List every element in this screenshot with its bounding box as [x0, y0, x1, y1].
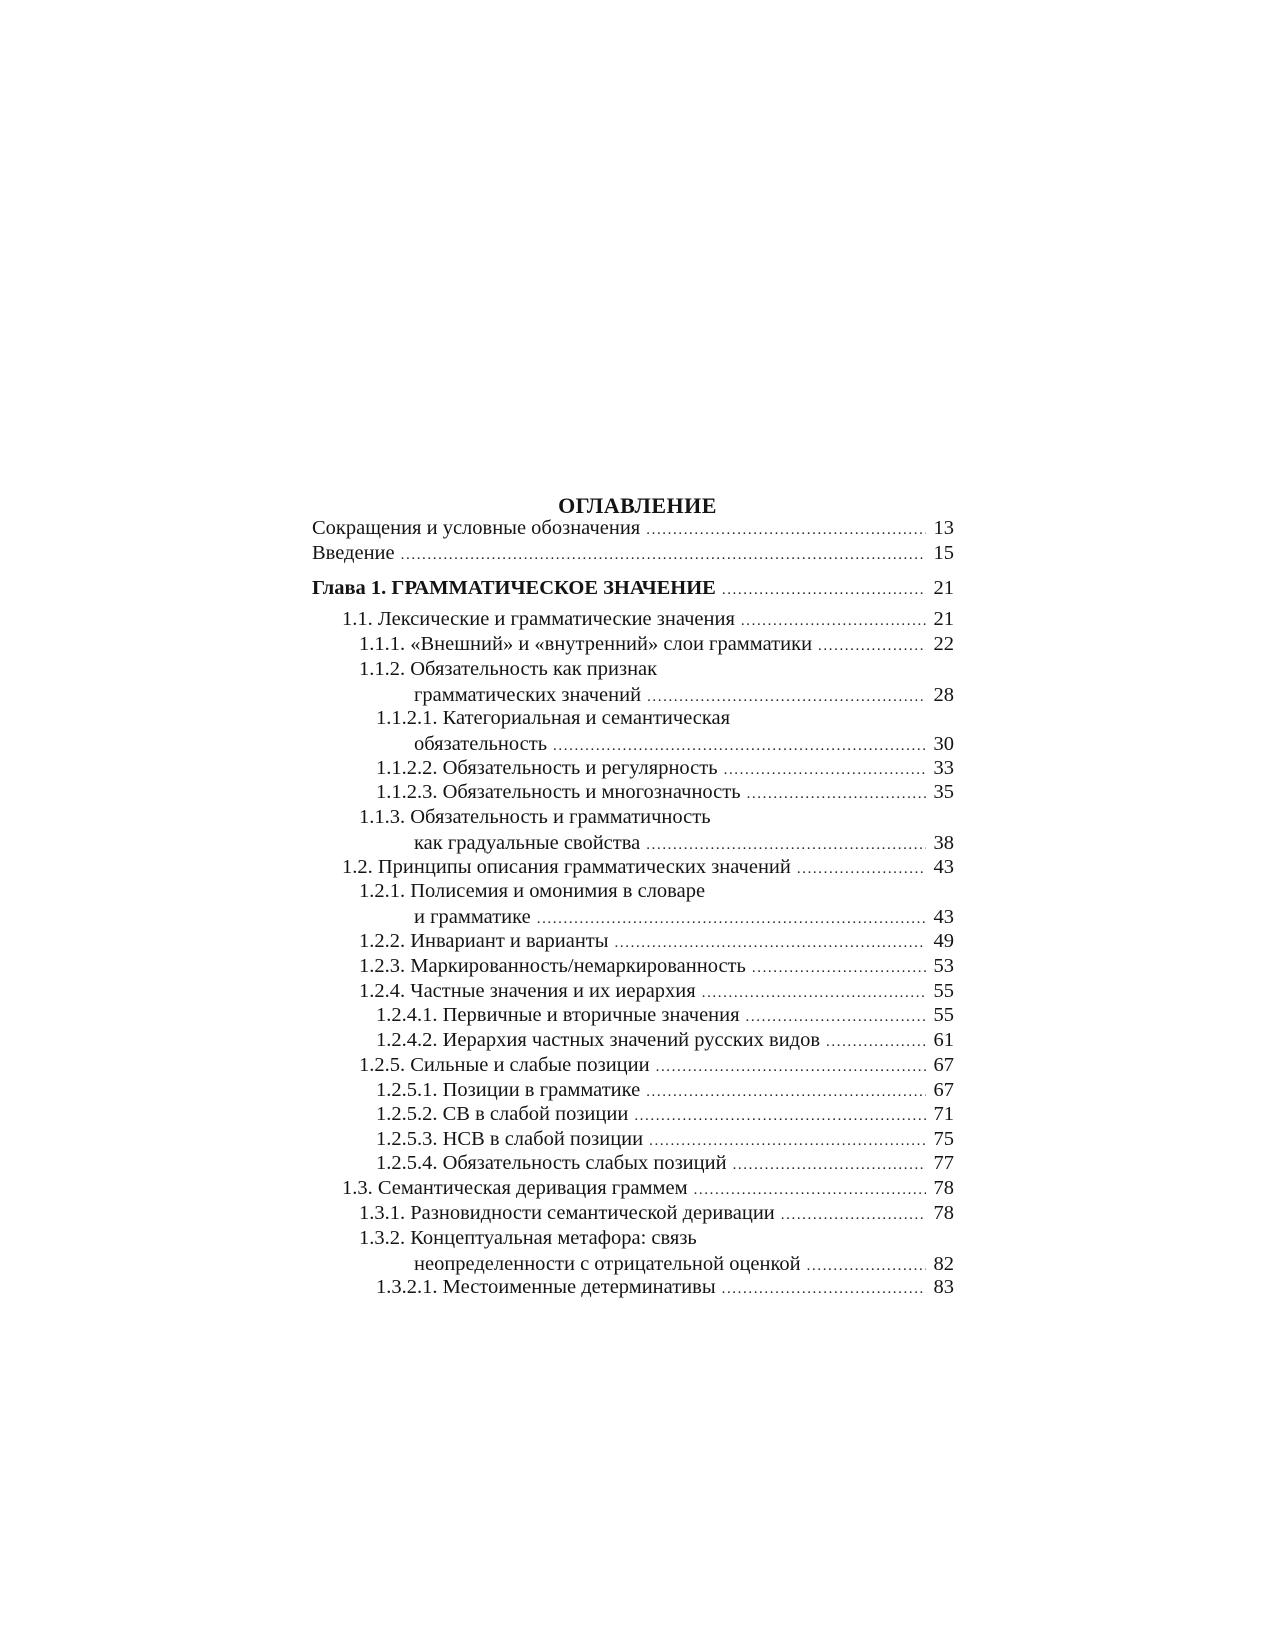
- toc-entry[interactable]: [359, 878, 954, 930]
- toc-entry-page: 83: [933, 1276, 954, 1298]
- toc-entry-page: 78: [933, 1177, 954, 1199]
- toc-entry-title: 1.2.1. Полисемия и омонимия в словаре: [359, 880, 706, 902]
- toc-entry[interactable]: [359, 1200, 954, 1226]
- toc-entry-page: 55: [933, 1004, 954, 1026]
- toc-entry-page: 55: [933, 980, 954, 1002]
- toc-entry-page: 15: [933, 542, 954, 564]
- toc-entry-title-cont: обязательность: [414, 733, 548, 755]
- toc-entry-page: 77: [933, 1152, 954, 1174]
- toc-entry-title: 1.2.2. Инвариант и варианты: [359, 930, 609, 952]
- toc-entry-page: 33: [933, 757, 954, 779]
- toc-entry-title: 1.2. Принципы описания грамматических значений: [342, 856, 791, 878]
- toc-entry-title: 1.3. Семантическая деривация граммем: [342, 1177, 688, 1199]
- toc-entry[interactable]: [359, 1052, 954, 1078]
- toc-entry-title: 1.2.3. Маркированность/немаркированность: [359, 955, 746, 977]
- page-title: ОГЛАВЛЕНИЕ: [558, 493, 717, 518]
- toc-entry[interactable]: [359, 978, 954, 1004]
- toc-entry[interactable]: [376, 1274, 954, 1300]
- toc-entry-title: 1.1.3. Обязательность и грамматичность: [359, 806, 711, 828]
- toc-entry-title: 1.2.4.2. Иерархия частных значений русских видов: [376, 1029, 821, 1051]
- toc-entry-page: 28: [933, 684, 954, 706]
- toc-entry-title: 1.1.2. Обязательность как признак: [359, 658, 658, 680]
- toc-entry[interactable]: [359, 928, 954, 954]
- toc-entry[interactable]: [376, 1126, 954, 1152]
- toc-entry-page: 61: [933, 1029, 954, 1051]
- toc-entry-title: 1.1.2.1. Категориальная и семантическая: [376, 707, 731, 729]
- toc-entry[interactable]: [342, 1175, 954, 1201]
- toc-entry[interactable]: [376, 1077, 954, 1103]
- toc-entry[interactable]: [376, 1150, 954, 1176]
- toc-entry-page: 13: [933, 517, 954, 539]
- toc-entry-page: 21: [933, 577, 954, 599]
- toc-entry-page: 82: [933, 1253, 954, 1275]
- toc-entry-page: 67: [933, 1054, 954, 1076]
- toc-entry[interactable]: [359, 804, 954, 856]
- toc-entry[interactable]: [359, 1225, 954, 1277]
- toc-entry[interactable]: [376, 1027, 954, 1053]
- toc-entry-page: 21: [933, 608, 954, 630]
- toc-entry[interactable]: [312, 540, 954, 566]
- toc-entry[interactable]: [359, 631, 954, 657]
- toc-entry[interactable]: [376, 1002, 954, 1028]
- toc-entry-title: 1.2.4. Частные значения и их иерархия: [359, 980, 696, 1002]
- toc-entry-title-cont: неопределенности с отрицательной оценкой: [414, 1253, 801, 1275]
- toc-entry-page: 30: [933, 733, 954, 755]
- toc-entry-title: 1.2.5.4. Обязательность слабых позиций: [376, 1152, 727, 1174]
- toc-entry-page: 67: [933, 1079, 954, 1101]
- toc-entry-title: 1.3.1. Разновидности семантической деривации: [359, 1202, 775, 1224]
- toc-entry[interactable]: [359, 656, 954, 708]
- toc-entry-title: 1.3.2.1. Местоименные детерминативы: [376, 1276, 716, 1298]
- toc-entry-page: 35: [933, 781, 954, 803]
- toc-entry-title: Введение: [312, 542, 395, 564]
- toc-entry-title: 1.2.5.3. НСВ в слабой позиции: [376, 1128, 644, 1150]
- toc-entry-page: 43: [933, 856, 954, 878]
- toc-entry-page: 22: [933, 633, 954, 655]
- toc-entry-page: 53: [933, 955, 954, 977]
- toc-entry-title-cont: грамматических значений: [414, 684, 642, 706]
- toc-entry-title-cont: как градуальные свойства: [414, 832, 641, 854]
- toc-entry-page: 43: [933, 906, 954, 928]
- toc-entry-title: 1.2.5.1. Позиции в грамматике: [376, 1079, 641, 1101]
- toc-entry[interactable]: [342, 606, 954, 632]
- toc-entry-page: 71: [933, 1103, 954, 1125]
- toc-entry[interactable]: [312, 515, 954, 541]
- toc-entry[interactable]: [342, 854, 954, 880]
- toc-entry-page: 49: [933, 930, 954, 952]
- toc-entry-title: 1.1. Лексические и грамматические значения: [342, 608, 735, 630]
- toc-entry[interactable]: [376, 1101, 954, 1127]
- toc-entry[interactable]: [376, 705, 954, 757]
- toc-entry[interactable]: [376, 755, 954, 781]
- toc-entry-title: Сокращения и условные обозначения: [312, 517, 641, 539]
- toc-entry-title-cont: и грамматике: [414, 906, 531, 928]
- toc-chapter[interactable]: [312, 575, 954, 601]
- toc-entry-title: 1.2.4.1. Первичные и вторичные значения: [376, 1004, 740, 1026]
- toc-entry-title: 1.1.2.3. Обязательность и многозначность: [376, 781, 741, 803]
- toc-entry-page: 38: [933, 832, 954, 854]
- toc-entry-page: 78: [933, 1202, 954, 1224]
- toc-entry-page: 75: [933, 1128, 954, 1150]
- toc-entry-title: 1.1.1. «Внешний» и «внутренний» слои грамматики: [359, 633, 813, 655]
- toc-entry-title: 1.2.5.2. СВ в слабой позиции: [376, 1103, 629, 1125]
- toc-entry-title: 1.2.5. Сильные и слабые позиции: [359, 1054, 650, 1076]
- toc-entry-title: 1.3.2. Концептуальная метафора: связь: [359, 1227, 697, 1249]
- toc-entry[interactable]: [376, 779, 954, 805]
- toc-entry-title: Глава 1. ГРАММАТИЧЕСКОЕ ЗНАЧЕНИЕ: [312, 577, 716, 599]
- toc-entry[interactable]: [359, 953, 954, 979]
- toc-entry-title: 1.1.2.2. Обязательность и регулярность: [376, 757, 718, 779]
